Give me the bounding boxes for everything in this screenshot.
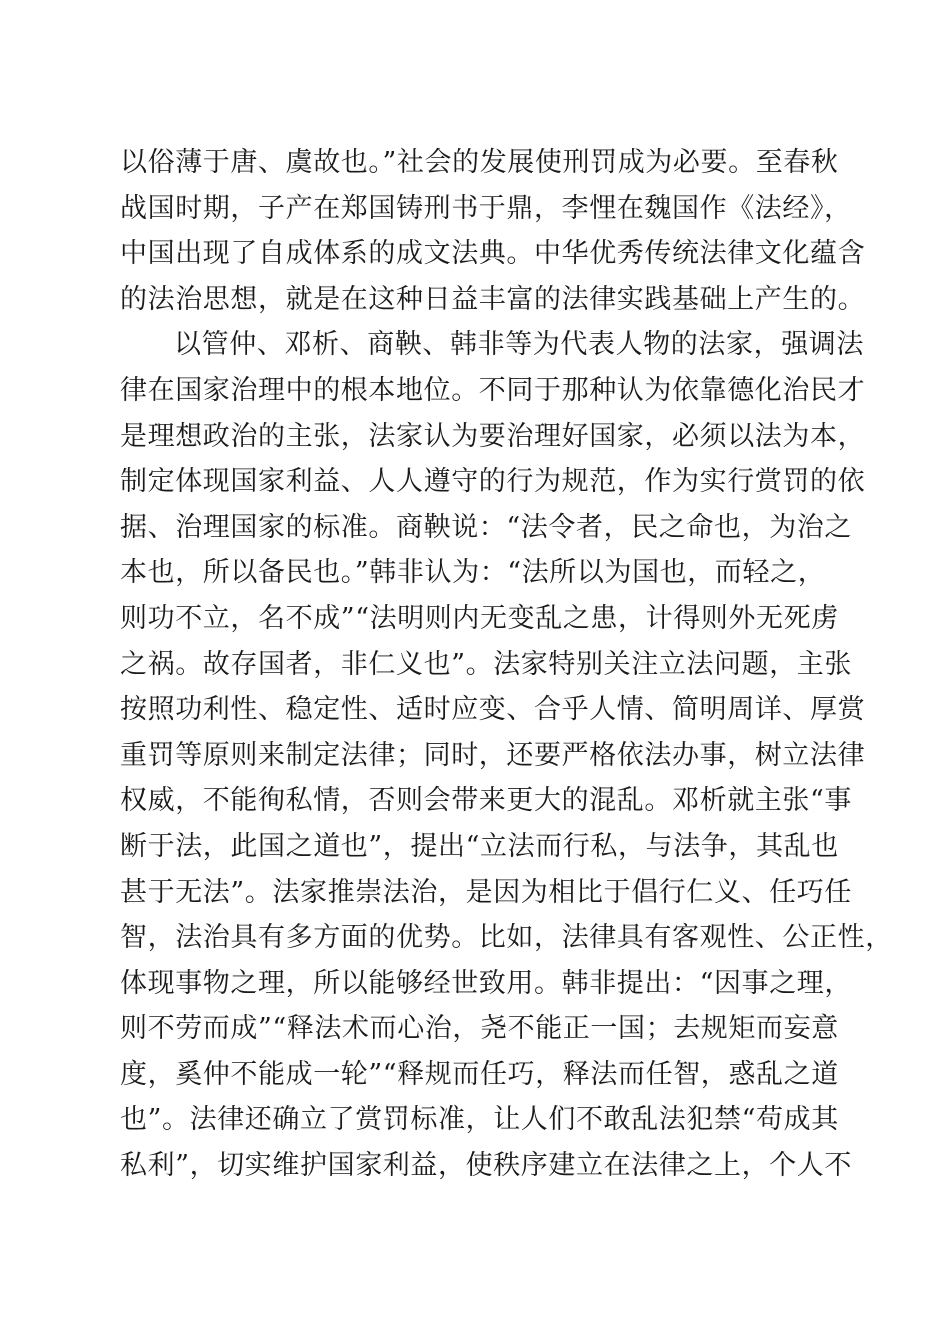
text-line: 制定体现国家利益、人人遵守的行为规范，作为实行赏罚的依 [120, 466, 866, 498]
document-body [120, 140, 893, 1189]
text-line: 之祸。故存国者，非仁义也”。法家特别关注立法问题，主张 [120, 648, 853, 680]
text-line: 按照功利性、稳定性、适时应变、合乎人情、简明周详、厚赏 [120, 694, 866, 726]
text-line: 重罚等原则来制定法律；同时，还要严格依法办事，树立法律 [120, 739, 866, 771]
text-line: 据、治理国家的标准。商鞅说：“法令者，民之命也，为治之 [120, 511, 853, 543]
text-line: 私利”，切实维护国家利益，使秩序建立在法律之上，个人不 [120, 1150, 853, 1182]
text-line: 断于法，此国之道也”，提出“立法而行私，与法争，其乱也 [120, 830, 839, 862]
text-line: 中国出现了自成体系的成文法典。中华优秀传统法律文化蕴含 [120, 238, 866, 270]
text-line: 度，奚仲不能成一轮”“释规而任巧，释法而任智，惑乱之道 [120, 1058, 839, 1090]
text-line: 是理想政治的主张，法家认为要治理好国家，必须以法为本， [120, 420, 866, 452]
paragraph-2 [120, 322, 893, 1188]
text-line: 权威，不能徇私情，否则会带来更大的混乱。邓析就主张“事 [120, 785, 853, 817]
paragraph-1 [120, 140, 866, 322]
text-line: 智，法治具有多方面的优势。比如，法律具有客观性、公正性， [120, 922, 893, 954]
text-line: 则不劳而成”“释法术而心治，尧不能正一国；去规矩而妄意 [120, 1013, 839, 1045]
text-line: 则功不立，名不成”“法明则内无变乱之患，计得则外无死虏 [120, 602, 839, 634]
text-line: 本也，所以备民也。”韩非认为：“法所以为国也，而轻之， [120, 557, 826, 589]
text-line: 战国时期，子产在郑国铸刑书于鼎，李悝在魏国作《法经》， [120, 192, 852, 224]
text-line: 体现事物之理，所以能够经世致用。韩非提出：“因事之理， [120, 967, 853, 999]
text-line: 律在国家治理中的根本地位。不同于那种认为依靠德化治民才 [120, 374, 866, 406]
text-line: 也”。法律还确立了赏罚标准，让人们不敢乱法犯禁“苟成其 [120, 1104, 839, 1136]
text-line: 以管仲、邓析、商鞅、韩非等为代表人物的法家，强调法 [174, 329, 864, 361]
text-line: 甚于无法”。法家推崇法治，是因为相比于倡行仁义、任巧任 [120, 876, 853, 908]
text-line: 的法治思想，就是在这种日益丰富的法律实践基础上产生的。 [120, 283, 866, 315]
text-line: 以俗薄于唐、虞故也。”社会的发展使刑罚成为必要。至春秋 [120, 147, 839, 178]
